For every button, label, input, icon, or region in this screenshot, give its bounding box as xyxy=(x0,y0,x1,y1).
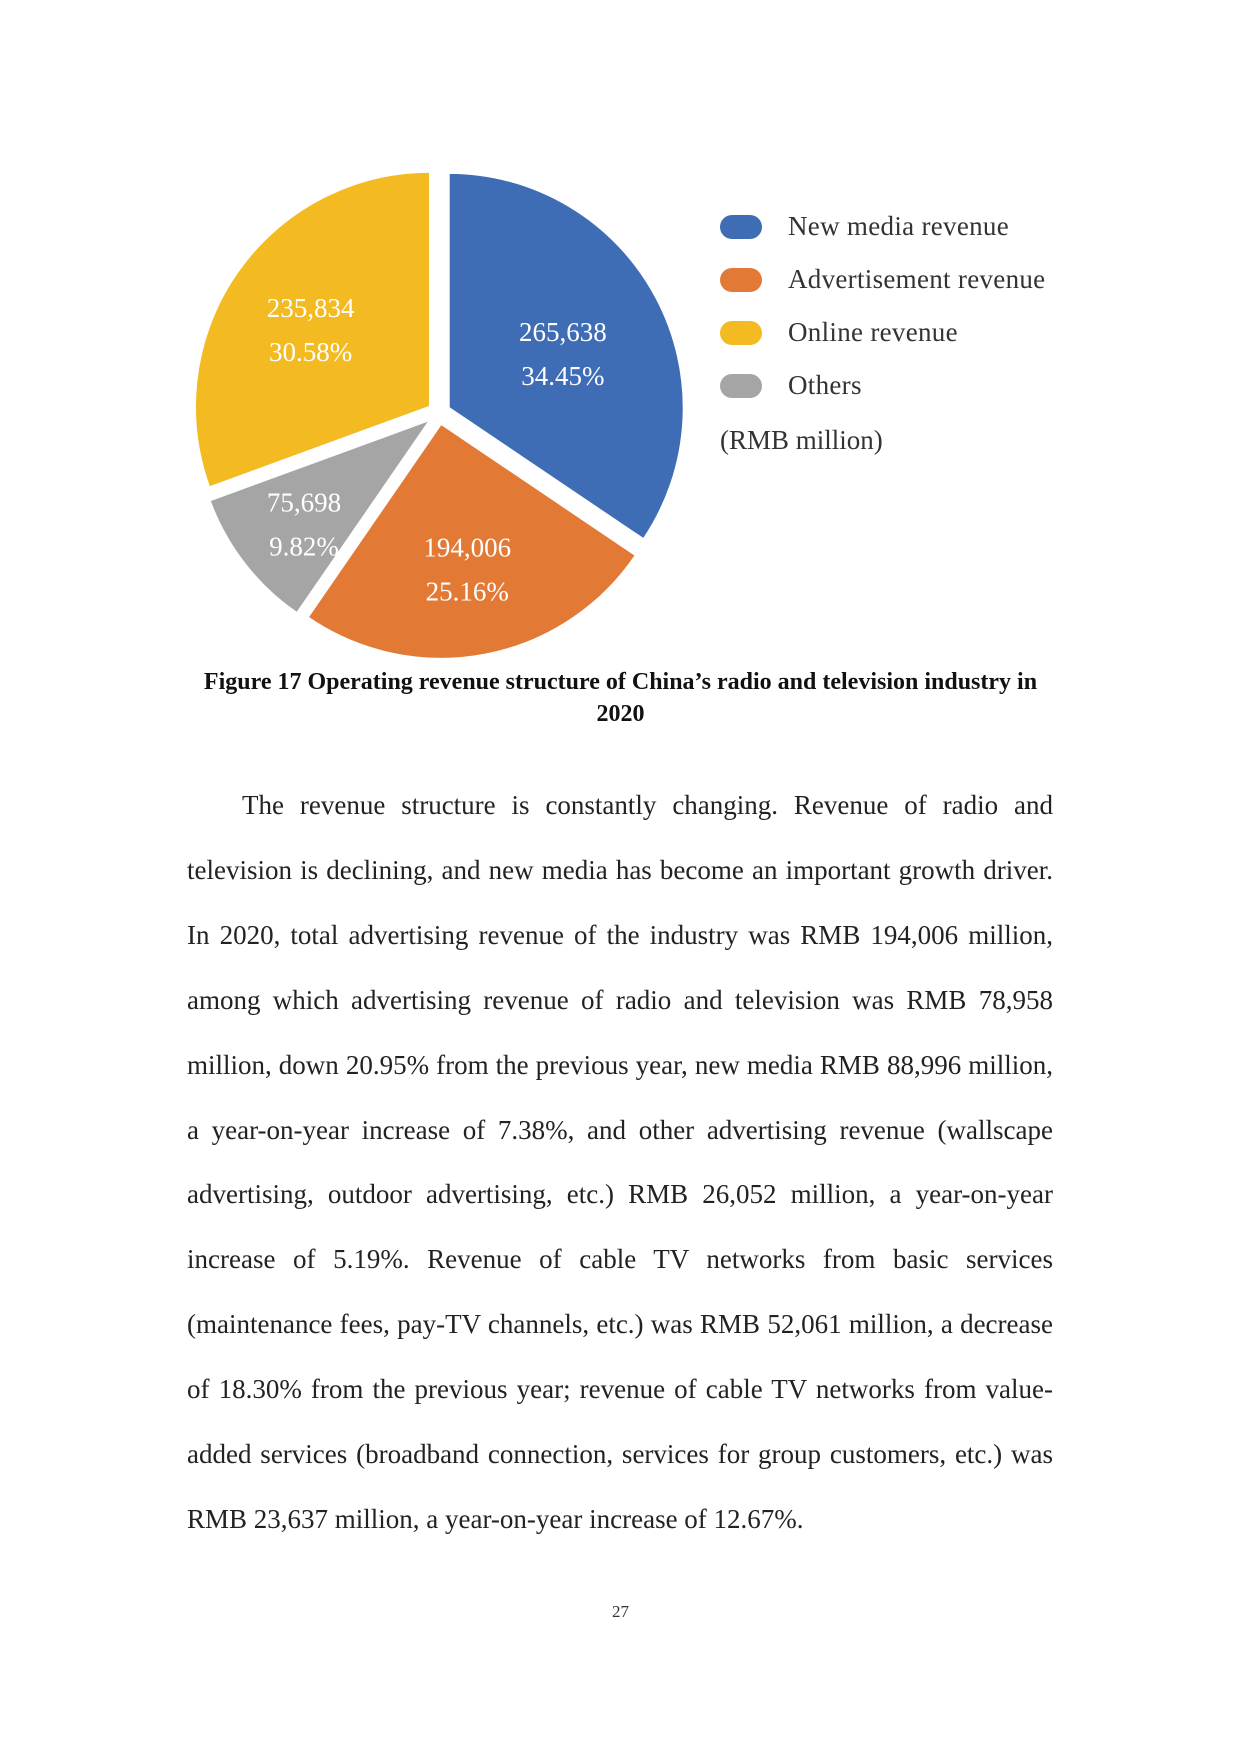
unit-note: (RMB million) xyxy=(720,425,883,455)
slice-percent-label: 34.45% xyxy=(521,361,605,392)
legend-label: Online revenue xyxy=(788,317,958,347)
chart-legend xyxy=(720,200,1045,412)
legend-label: Others xyxy=(788,370,862,400)
body-paragraph xyxy=(187,773,1053,1552)
body-paragraph-text: The revenue structure is constantly changing. Revenue of radio and television is declining, and new media has become an important growth driver. In 2020, total advertising revenue of the industry was RMB 194,006 million, among which advertising revenue of radio and television was RMB 78,958 million, down 20.95% from the previous year, new media RMB 88,996 million, a year-on-year increase of 7.38%, and other advertising revenue (wallscape advertising, outdoor advertising, etc.) RMB 26,052 million, a year-on-year increase of 5.19%. Revenue of cable TV networks from basic services (maintenance fees, pay-TV channels, etc.) was RMB 52,061 million, a decrease of 18.30% from the previous year; revenue of cable TV networks from value-added services (broadband connection, services for group customers, etc.) was RMB 23,637 million, a year-on-year increase of 12.67%. xyxy=(187,790,1053,1534)
legend-item-others xyxy=(720,359,1045,412)
slice-percent-label: 25.16% xyxy=(425,576,509,607)
legend-item-advertisement xyxy=(720,253,1045,306)
slice-percent-label: 30.58% xyxy=(268,337,353,368)
slice-value-label: 265,638 xyxy=(518,317,607,348)
slice-value-label: 194,006 xyxy=(423,532,512,563)
legend-swatch xyxy=(720,268,762,292)
pie-chart xyxy=(0,0,1241,680)
slice-value-label: 235,834 xyxy=(266,293,355,324)
legend-swatch xyxy=(720,215,762,239)
page-number: 27 xyxy=(612,1602,629,1621)
legend-item-new-media xyxy=(720,200,1045,253)
legend-swatch xyxy=(720,374,762,398)
legend-label: New media revenue xyxy=(788,211,1009,241)
figure-caption: Figure 17 Operating revenue structure of China’s radio and television industry in 2020 xyxy=(203,669,1038,727)
legend-label: Advertisement revenue xyxy=(788,264,1046,294)
legend-swatch xyxy=(720,321,762,345)
legend-item-online xyxy=(720,306,1045,359)
slice-value-label: 75,698 xyxy=(266,487,342,518)
slice-percent-label: 9.82% xyxy=(269,531,339,562)
pie-chart-svg xyxy=(0,0,1241,680)
